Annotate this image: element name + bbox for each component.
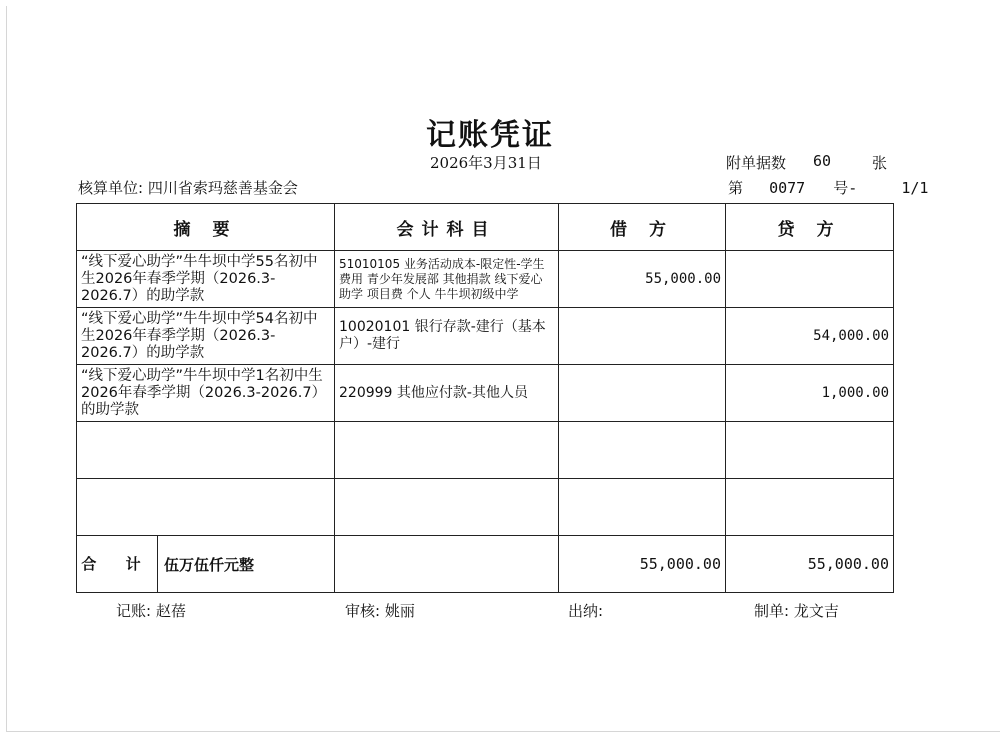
row-account: 51010105 业务活动成本-限定性-学生费用 青少年发展部 其他捐款 线下爱心助学 项目费 个人 牛牛坝初级中学 (335, 251, 559, 308)
row-account: 10020101 银行存款-建行（基本户）-建行 (335, 308, 559, 365)
row-credit: 1,000.00 (726, 365, 894, 422)
voucher-page: 1/1 (901, 179, 929, 197)
row-debit (559, 308, 726, 365)
row-account (335, 422, 559, 479)
total-label: 合 计 (77, 536, 158, 592)
table-row-empty (77, 479, 894, 536)
row-summary: “线下爱心助学”牛牛坝中学55名初中生2026年春季学期（2026.3-2026.7）的助学款 (77, 251, 335, 308)
row-credit (726, 479, 894, 536)
total-cell (77, 536, 335, 593)
voucher-number (728, 177, 928, 198)
row-credit: 54,000.00 (726, 308, 894, 365)
table-row (77, 251, 894, 308)
attachment-label: 附单据数 (726, 154, 787, 172)
header-debit: 借 方 (559, 204, 726, 251)
voucher-date: 2026年3月31日 (430, 154, 542, 172)
voucher-prefix: 第 (728, 179, 744, 197)
voucher-suffix: 号- (833, 179, 858, 197)
attachment-count: 60 (813, 152, 832, 170)
total-row (77, 536, 894, 593)
total-amount-words: 伍万伍仟元整 (164, 555, 255, 574)
total-debit: 55,000.00 (559, 536, 726, 593)
row-debit: 55,000.00 (559, 251, 726, 308)
voucher-title: 记账凭证 (426, 118, 554, 153)
row-credit (726, 251, 894, 308)
row-debit (559, 479, 726, 536)
preparer-signature: 制单: 龙文吉 (754, 602, 839, 620)
table-row-empty (77, 422, 894, 479)
voucher-number-value: 0077 (769, 179, 806, 197)
scan-edge-bottom (6, 731, 1000, 732)
row-summary: “线下爱心助学”牛牛坝中学54名初中生2026年春季学期（2026.3-2026.7）的助学款 (77, 308, 335, 365)
row-debit (559, 365, 726, 422)
accounting-unit: 核算单位: 四川省索玛慈善基金会 (78, 179, 298, 197)
header-account: 会计科目 (335, 204, 559, 251)
header-summary: 摘 要 (77, 204, 335, 251)
total-credit: 55,000.00 (726, 536, 894, 593)
table-row (77, 308, 894, 365)
row-credit (726, 422, 894, 479)
total-account-blank (335, 536, 559, 593)
row-summary: “线下爱心助学”牛牛坝中学1名初中生2026年春季学期（2026.3-2026.7）的助学款 (77, 365, 335, 422)
attachment-unit: 张 (872, 154, 888, 172)
reviewer-signature: 审核: 姚丽 (345, 602, 415, 620)
row-account: 220999 其他应付款-其他人员 (335, 365, 559, 422)
row-account (335, 479, 559, 536)
row-debit (559, 422, 726, 479)
row-summary (77, 479, 335, 536)
bookkeeper-signature: 记账: 赵蓓 (116, 602, 186, 620)
table-header-row (77, 204, 894, 251)
row-summary (77, 422, 335, 479)
header-credit: 贷 方 (726, 204, 894, 251)
cashier-signature: 出纳: (568, 602, 604, 620)
voucher-table (76, 203, 894, 593)
table-row (77, 365, 894, 422)
